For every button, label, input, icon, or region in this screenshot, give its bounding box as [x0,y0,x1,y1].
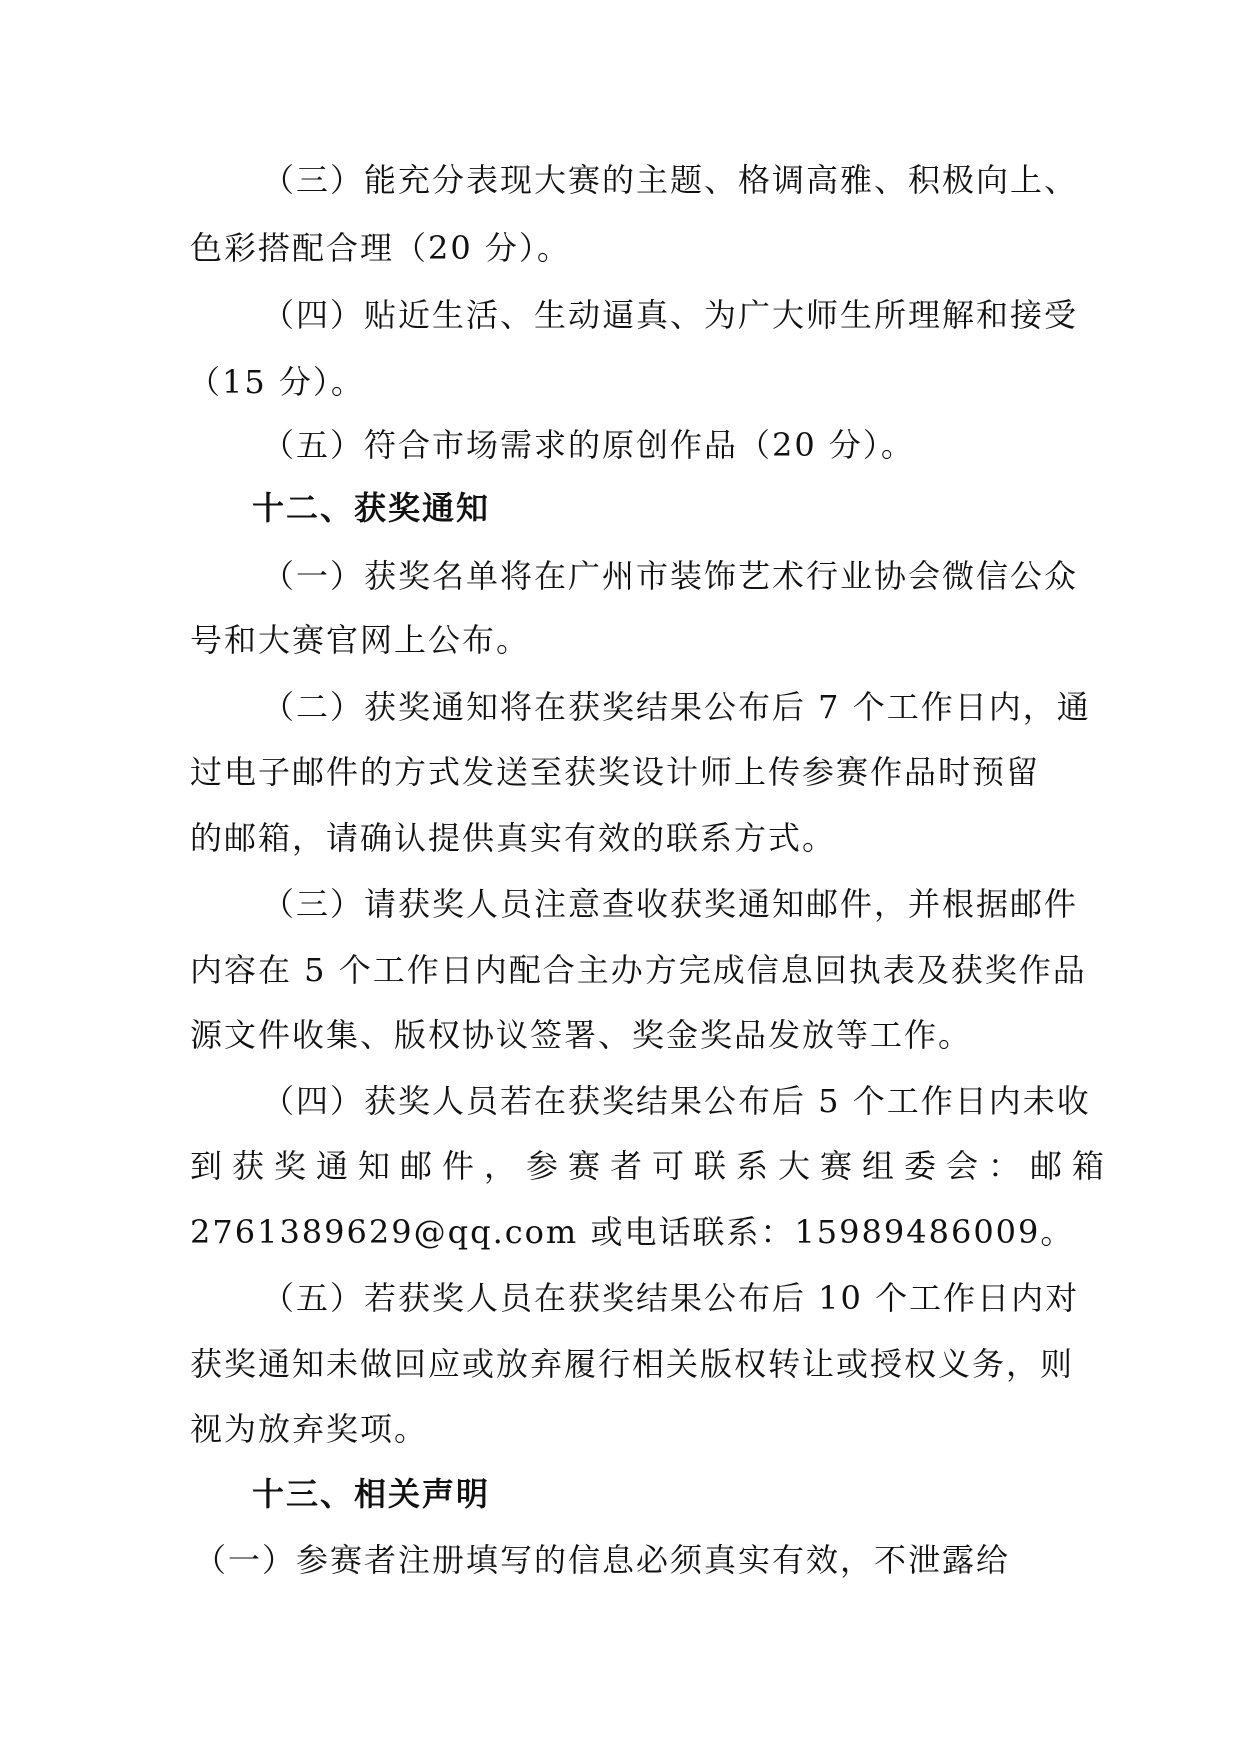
paragraph-line: 色彩搭配合理（20 分）。 [190,229,571,267]
paragraph-line: 内容在 5 个工作日内配合主办方完成信息回执表及获奖作品 [190,951,1087,989]
paragraph-line: （一）获奖名单将在广州市装饰艺术行业协会微信公众 [262,557,1079,595]
paragraph-line: 过电子邮件的方式发送至获奖设计师上传参赛作品时预留 [190,753,1041,791]
section-heading: 十二、获奖通知 [252,489,491,527]
paragraph-line: 的邮箱，请确认提供真实有效的联系方式。 [190,819,837,857]
paragraph-line: （五）符合市场需求的原创作品（20 分）。 [262,426,915,464]
paragraph-line: （五）若获奖人员在获奖结果公布后 10 个工作日内对 [262,1279,1080,1317]
paragraph-line: 视为放弃奖项。 [190,1410,429,1448]
paragraph-line: （三）请获奖人员注意查收获奖通知邮件，并根据邮件 [262,885,1079,923]
contact-line: 2761389629@qq.com 或电话联系：15989486009。 [190,1213,1075,1251]
paragraph-line: 源文件收集、版权协议签署、奖金奖品发放等工作。 [190,1016,973,1054]
paragraph-line: 获奖通知未做回应或放弃履行相关版权转让或授权义务，则 [190,1345,1075,1383]
paragraph-line: （15 分）。 [188,363,365,401]
paragraph-line: （四）获奖人员若在获奖结果公布后 5 个工作日内未收 [262,1082,1091,1120]
paragraph-line: 到获奖通知邮件，参赛者可联系大赛组委会：邮箱 [190,1147,1115,1185]
paragraph-line: （三）能充分表现大赛的主题、格调高雅、积极向上、 [262,161,1079,199]
section-heading: 十三、相关声明 [252,1475,491,1513]
paragraph-line: （四）贴近生活、生动逼真、为广大师生所理解和接受 [262,296,1079,334]
paragraph-line: 号和大赛官网上公布。 [190,621,531,659]
paragraph-line: （二）获奖通知将在获奖结果公布后 7 个工作日内，通 [262,688,1091,726]
paragraph-line: （一）参赛者注册填写的信息必须真实有效，不泄露给 [194,1541,1011,1579]
